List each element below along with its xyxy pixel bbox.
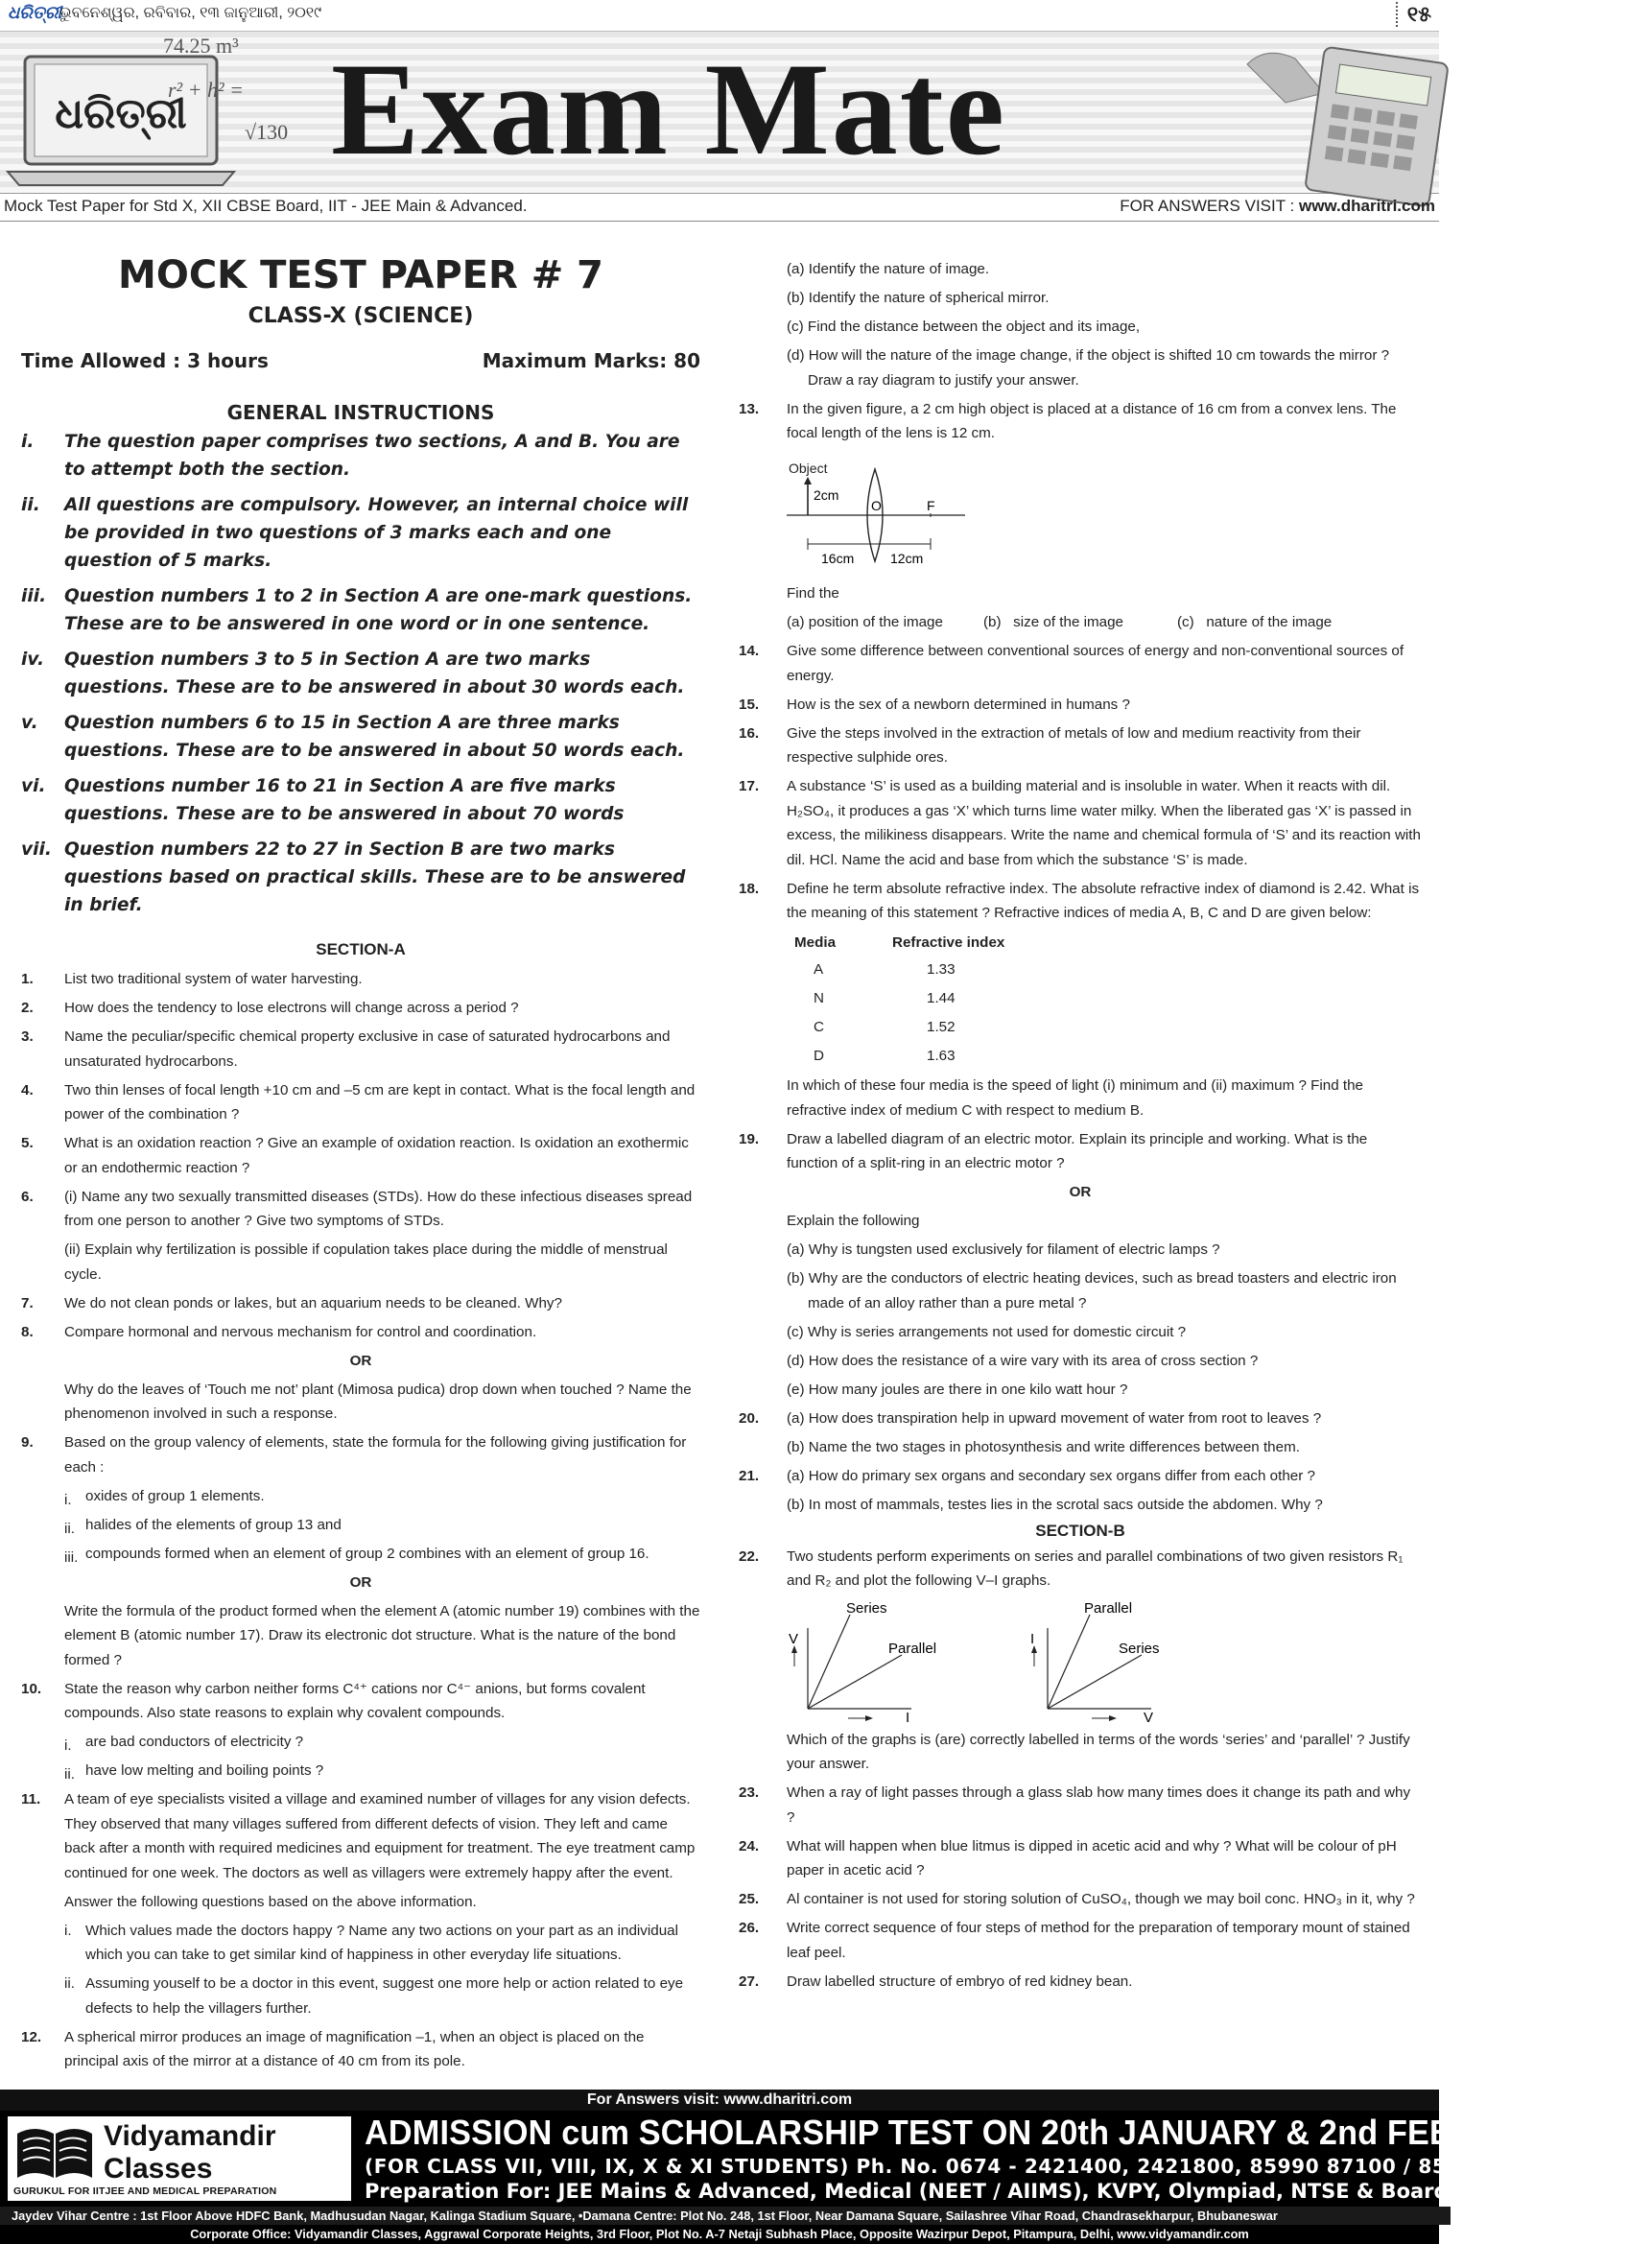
graph-1-parallel-line (808, 1655, 902, 1709)
question-25: 25. Al container is not used for storing solution of CuSO₄, though we may boil conc. HNO₃ in it, why ? (739, 1891, 1415, 1907)
instruction-item: i. The question paper comprises two sections, A and B. You are to attempt both the section. (21, 432, 680, 480)
exam-mate-banner (0, 31, 1439, 194)
question-14: 14. Give some difference between conventional sources of energy and non-conventional sources of energy. (739, 643, 1404, 684)
question-12-d: (d) How will the nature of the image change, if the object is shifted 10 cm towards the mirror ? Draw a ray diagram to justify your answer. (787, 347, 1390, 389)
q13-part-b: (b) size of the image (982, 614, 1123, 630)
graph-2 (1030, 1600, 1160, 1726)
graph-2-parallel-line (1048, 1615, 1090, 1709)
question-22-b: Which of the graphs is (are) correctly labelled in terms of the words ‘series’ and ‘parallel’ ? Justify your answer. (787, 1731, 1410, 1772)
vidyamandir-name: Vidyamandir Classes (104, 2120, 276, 2185)
dharitri-logo-small: ଧରିତ୍ରୀ (8, 3, 62, 22)
question-16: 16. Give the steps involved in the extraction of metals of low and medium reactivity from their respective sulphide ores. (739, 724, 1361, 766)
banner-title: Exam Mate (331, 35, 1006, 182)
graph-2-y-label: I (1030, 1630, 1035, 1647)
time-allowed: Time Allowed : 3 hours (21, 349, 269, 372)
question-24: 24. What will happen when blue litmus is dipped in acetic acid and why ? What will be colour of pH paper in acetic acid ? (739, 1837, 1397, 1878)
open-book-icon (13, 2120, 96, 2184)
question-19-alternative: Explain the following (787, 1213, 920, 1229)
table-row: N 1.44 (814, 989, 956, 1006)
graph-1-parallel-label: Parallel (888, 1640, 937, 1657)
instruction-item: ii. All questions are compulsory. However, an internal choice will be provided in two questions of 3 marks each and one question of 5 marks. (21, 495, 689, 571)
question-20: 20. (a) How does transpiration help in upward movement of water from root to leaves ? (739, 1409, 1322, 1427)
page-number: ୧୫ (1396, 2, 1431, 27)
question-9: 9. Based on the group valency of elements, state the formula for the following giving justification for each : (21, 1434, 687, 1476)
graph-1-series-line (808, 1615, 850, 1709)
q13-part-c: (c) nature of the image (1176, 614, 1333, 630)
question-9-alternative: Write the formula of the product formed when the element A (atomic number 19) combines with the element B (atomic number 17). Draw its electronic dot structure. What is the nature of the bond formed ? (64, 1602, 700, 1668)
graph-2-x-label: V (1144, 1709, 1154, 1726)
q13-part-a: (a) position of the image (787, 614, 943, 630)
instruction-item: vi. Questions number 16 to 21 in Section A are five marks questions. These are to be answered in about 70 words (21, 776, 625, 824)
graph-1 (789, 1600, 936, 1726)
lens-diagram (787, 456, 979, 569)
question-8-alternative: Why do the leaves of ‘Touch me not’ plant (Mimosa pudica) drop down when touched ? Name the phenomenon involved in such a response. (64, 1381, 692, 1422)
question-8: 8. Compare hormonal and nervous mechanism for control and coordination. (21, 1323, 537, 1340)
paper-class: CLASS-X (SCIENCE) (248, 304, 474, 328)
question-12-a: (a) Identify the nature of image. (787, 261, 990, 277)
question-5: 5. What is an oxidation reaction ? Give an example of oxidation reaction. Is oxidation an exothermic or an endothermic reaction ? (21, 1135, 689, 1176)
question-3: 3. Name the peculiar/specific chemical property exclusive in case of saturated hydrocarbons and unsaturated hydrocarbons. (21, 1028, 671, 1070)
formula-pythag: r² + h² = (168, 78, 244, 102)
question-13-find: Find the (787, 585, 839, 602)
subtitle-right (1120, 197, 1435, 216)
lens-object-distance: 16cm (821, 551, 855, 566)
question-11: 11. A team of eye specialists visited a village and examined number of villages for any vision defects. They observed that many villages suffered from different defects of vision. They left and came back after a month with required medicines and equipment for treatment. The eye treatment camp continued for one week. The doctors as well as villagers were extremely happy after the event. (21, 1791, 696, 1881)
graph-1-x-label: I (906, 1709, 910, 1726)
refractive-index-table (794, 930, 1004, 1070)
subtitle-left: Mock Test Paper for Std X, XII CBSE Board, IIT - JEE Main & Advanced. (4, 197, 528, 215)
graph-2-parallel-label: Parallel (1084, 1599, 1133, 1617)
table-row: C 1.52 (814, 1018, 956, 1035)
question-6-part-ii: (ii) Explain why fertilization is possible if copulation takes place during the middle of menstrual cycle. (64, 1241, 668, 1283)
vidyamandir-logo (8, 2116, 351, 2201)
question-19-b: (b) Why are the conductors of electric heating devices, such as bread toasters and electric iron made of an alloy rather than a pure metal ? (787, 1270, 1397, 1311)
ad-address-centres: Jaydev Vihar Centre : 1st Floor Above HDFC Bank, Madhusudan Nagar, Kalinga Stadium Square, •Damana Centre: Plot No. 248, 1st Floor, Near Damana Square, Sailashree Vihar Road, Chandrasekharpur, Bhubaneswar (0, 2207, 1451, 2225)
question-9-i: i. oxides of group 1 elements. (64, 1487, 265, 1508)
instruction-item: v. Question numbers 6 to 15 in Section A are three marks questions. These are to be answered in about 50 words each. (21, 713, 685, 761)
instructions-heading: GENERAL INSTRUCTIONS (226, 401, 495, 424)
table-header-index: Refractive index (892, 933, 1005, 951)
lens-focus: F (927, 498, 935, 513)
section-a-heading: SECTION-A (316, 940, 406, 958)
question-12-c: (c) Find the distance between the object and its image, (787, 319, 1141, 335)
question-6: 6. (i) Name any two sexually transmitted diseases (STDs). How do these infectious diseases spread from one person to another ? Give two symptoms of STDs. (21, 1188, 693, 1229)
graph-2-series-label: Series (1119, 1640, 1160, 1657)
lens-object-label: Object (789, 461, 828, 476)
ad-address-corporate: Corporate Office: Vidyamandir Classes, Aggrawal Corporate Heights, 3rd Floor, Plot No. A-7 Netaji Subhash Place, Opposite Wazirpur Depot, Pitampura, Delhi, www.vidyamandir.com (0, 2225, 1439, 2244)
instruction-item: vii. Question numbers 22 to 27 in Section B are two marks questions based on practical skills. These are to be answered in brief. (21, 839, 686, 915)
ad-preparation: Preparation For: JEE Mains & Advanced, Medical (NEET / AIIMS), KVPY, Olympiad, NTSE & Board. (365, 2180, 1456, 2203)
question-19: 19. Draw a labelled diagram of an electric motor. Explain its principle and working. What is the function of a split-ring in an electric motor ? (739, 1130, 1368, 1171)
answers-label: FOR ANSWERS VISIT : (1120, 197, 1299, 215)
time-marks-row (21, 349, 700, 382)
question-19-d: (d) How does the resistance of a wire vary with its area of cross section ? (787, 1352, 1259, 1369)
question-4: 4. Two thin lenses of focal length +10 cm and –5 cm are kept in contact. What is the focal length and power of the combination ? (21, 1081, 696, 1122)
lens-focal-length: 12cm (890, 551, 924, 566)
question-13-parts (739, 610, 1422, 635)
question-9-iii: iii. compounds formed when an element of group 2 combines with an element of group 16. (64, 1545, 649, 1566)
question-15: 15. How is the sex of a newborn determined in humans ? (739, 696, 1130, 713)
question-20-b: (b) Name the two stages in photosynthesis and write differences between them. (787, 1438, 1300, 1455)
answers-strip[interactable]: For Answers visit: www.dharitri.com (0, 2090, 1439, 2111)
ad-headline: ADMISSION cum SCHOLARSHIP TEST ON 20th JANUARY & 2nd FEBRUARY 2019 (365, 2113, 1652, 2152)
question-21: 21. (a) How do primary sex organs and secondary sex organs differ from each other ? (739, 1467, 1315, 1484)
question-27: 27. Draw labelled structure of embryo of red kidney bean. (739, 1972, 1133, 1990)
question-9-ii: ii. halides of the elements of group 13 and (64, 1516, 342, 1537)
question-11-i: i. Which values made the doctors happy ? Name any two actions on your part as an individual which you can take to get similar kind of happiness in other everyday life situations. (64, 1922, 678, 1963)
laptop-brand: ଧରିତ୍ରୀ (55, 89, 187, 138)
question-10-ii: ii. have low melting and boiling points ? (64, 1762, 324, 1783)
instructions-list (21, 428, 700, 919)
vi-graphs (787, 1601, 1190, 1724)
question-10-i: i. are bad conductors of electricity ? (64, 1734, 304, 1754)
question-11-ii: ii. Assuming youself to be a doctor in this event, suggest one more help or action related to eye defects to help the villagers further. (64, 1975, 684, 2017)
masthead-topline (0, 0, 1439, 29)
question-19-a: (a) Why is tungsten used exclusively for filament of electric lamps ? (787, 1241, 1220, 1258)
or-divider: OR (1069, 1184, 1092, 1200)
right-column (739, 257, 1422, 1998)
graph-1-series-label: Series (846, 1599, 887, 1617)
graph-2-series-line (1048, 1655, 1142, 1709)
maximum-marks: Maximum Marks: 80 (482, 349, 700, 372)
lens-optical-centre: O (871, 498, 882, 513)
question-18-b: In which of these four media is the speed of light (i) minimum and (ii) maximum ? Find the refractive index of medium C with respect to medium B. (787, 1077, 1363, 1119)
or-divider: OR (349, 1352, 372, 1369)
question-19-e: (e) How many joules are there in one kilo watt hour ? (787, 1381, 1128, 1398)
paper-title: MOCK TEST PAPER # 7 (118, 253, 603, 297)
dateline: ଭୁବନେଶ୍ୱର, ରବିବାର, ୧୩ ଜାନୁଆରୀ, ୨୦୧୯ (59, 5, 322, 21)
table-header-media: Media (794, 933, 837, 951)
question-26: 26. Write correct sequence of four steps of method for the preparation of temporary mount of stained leaf peel. (739, 1920, 1410, 1961)
instruction-item: iv. Question numbers 3 to 5 in Section A are two marks questions. These are to be answered in about 30 words each. (21, 650, 685, 697)
lens-height-label: 2cm (814, 487, 839, 503)
or-divider: OR (349, 1573, 372, 1591)
question-22: 22. Two students perform experiments on series and parallel combinations of two given resistors R₁ and R₂ and plot the following V–I graphs. (739, 1547, 1404, 1589)
question-10: 10. State the reason why carbon neither forms C⁴⁺ cations nor C⁴⁻ anions, but forms covalent compounds. Also state reasons to explain why covalent compounds. (21, 1680, 646, 1721)
question-23: 23. When a ray of light passes through a glass slab how many times does it change its path and why ? (739, 1784, 1411, 1826)
table-row: D 1.63 (814, 1047, 956, 1064)
graph-1-y-label: V (789, 1630, 799, 1647)
question-1: 1. List two traditional system of water harvesting. (21, 971, 363, 987)
question-12-b: (b) Identify the nature of spherical mirror. (787, 290, 1050, 306)
formula-volume: 74.25 m³ (163, 34, 239, 58)
question-11-prompt: Answer the following questions based on the above information. (64, 1893, 477, 1910)
answers-url[interactable]: www.dharitri.com (1298, 197, 1435, 215)
question-2: 2. How does the tendency to lose electrons will change across a period ? (21, 1000, 519, 1016)
left-column (21, 251, 700, 2078)
calculator-icon (1209, 35, 1439, 193)
vidyamandir-ad (0, 2111, 1652, 2207)
table-row: A 1.33 (814, 960, 956, 978)
question-21-b: (b) In most of mammals, testes lies in the scrotal sacs outside the abdomen. Why ? (787, 1496, 1323, 1513)
question-12: 12. A spherical mirror produces an image of magnification –1, when an object is placed on the principal axis of the mirror at a distance of 40 cm from its pole. (21, 2028, 645, 2069)
question-19-c: (c) Why is series arrangements not used for domestic circuit ? (787, 1323, 1187, 1340)
question-13: 13. In the given figure, a 2 cm high object is placed at a distance of 16 cm from a convex lens. The focal length of the lens is 12 cm. (739, 400, 1397, 441)
vidyamandir-tagline: GURUKUL FOR IITJEE AND MEDICAL PREPARATION (13, 2185, 277, 2197)
question-17: 17. A substance ‘S’ is used as a building material and is insoluble in water. When it reacts with dil. H₂SO₄, it produces a gas ‘X’ which turns lime water milky. When the liberated gas ‘X’ is passed in excess, the milikiness disappears. Write the name and chemical formula of ‘S’ and its reaction with dil. HCl. Name the acid and base from which the substance ‘S’ is made. (739, 778, 1421, 868)
question-7: 7. We do not clean ponds or lakes, but an aquarium needs to be cleaned. Why? (21, 1294, 562, 1311)
section-b-heading: SECTION-B (1035, 1521, 1125, 1540)
footer-advertisement (0, 2090, 1652, 2244)
ad-classes-phone: (FOR CLASS VII, VIII, IX, X & XI STUDENTS) Ph. No. 0674 - 2421400, 2421800, 85990 87100 / 85990 87200 (365, 2155, 1566, 2178)
instruction-item: iii. Question numbers 1 to 2 in Section A are one-mark questions. These are to be answered in one word or in one sentence. (21, 586, 693, 634)
masthead-subbar (0, 192, 1439, 222)
formula-root: √130 (245, 120, 289, 144)
question-18: 18. Define he term absolute refractive index. The absolute refractive index of diamond is 2.42. What is the meaning of this statement ? Refractive indices of media A, B, C and D are given below: (739, 880, 1420, 921)
